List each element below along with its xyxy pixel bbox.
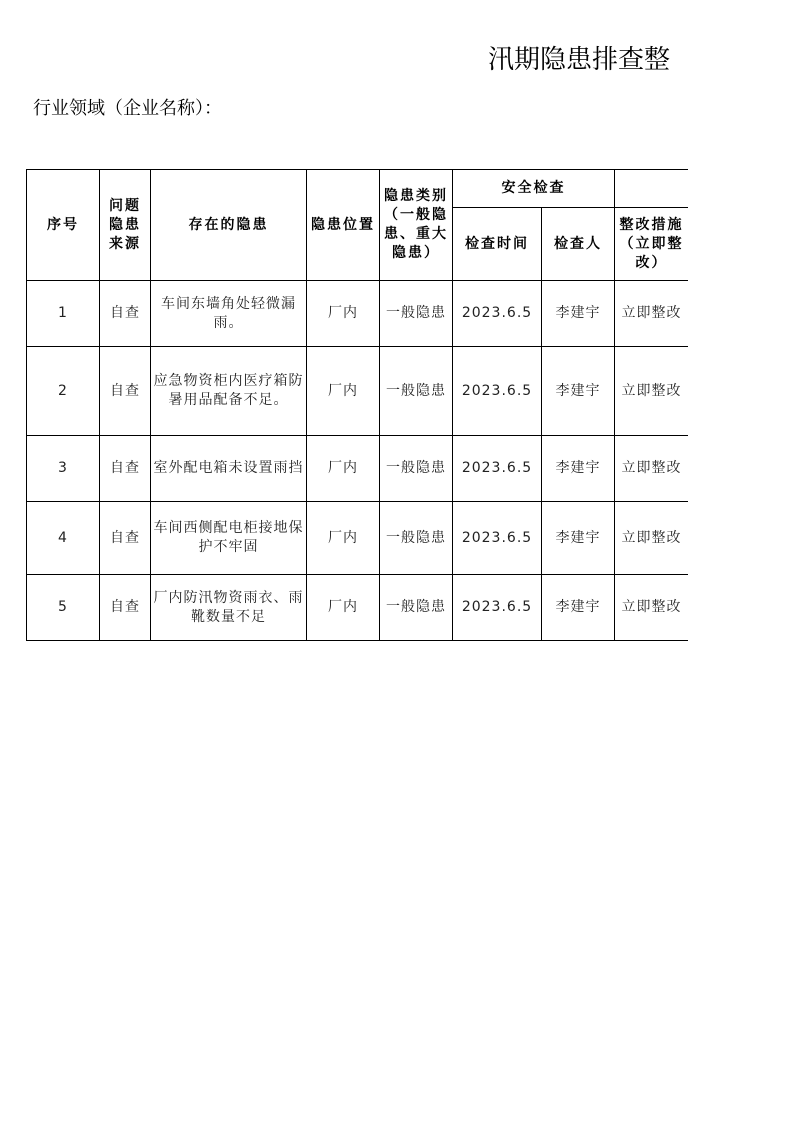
document-title: 汛期隐患排查整 <box>488 45 671 75</box>
header-safety-check: 安全检查 <box>453 170 615 208</box>
row-measure: 立即整改 <box>615 575 689 641</box>
row-source: 自查 <box>100 436 151 502</box>
row-check-time: 2023.6.5 <box>453 347 542 436</box>
row-location: 厂内 <box>307 436 380 502</box>
row-seq: 3 <box>27 436 100 502</box>
hazard-table-viewport <box>26 169 688 649</box>
row-check-time: 2023.6.5 <box>453 575 542 641</box>
row-hazard: 车间东墙角处轻微漏雨。 <box>151 281 307 347</box>
row-category: 一般隐患 <box>380 502 453 575</box>
table-row <box>27 502 689 575</box>
row-inspector: 李建宇 <box>542 281 615 347</box>
row-inspector: 李建宇 <box>542 575 615 641</box>
row-check-time: 2023.6.5 <box>453 502 542 575</box>
table-row <box>27 281 689 347</box>
row-hazard: 室外配电箱未设置雨挡 <box>151 436 307 502</box>
header-check-time: 检查时间 <box>453 208 542 281</box>
row-hazard: 车间西侧配电柜接地保护不牢固 <box>151 502 307 575</box>
header-hazard: 存在的隐患 <box>151 170 307 281</box>
row-inspector: 李建宇 <box>542 502 615 575</box>
row-source: 自查 <box>100 502 151 575</box>
header-location: 隐患位置 <box>307 170 380 281</box>
row-measure: 立即整改 <box>615 281 689 347</box>
table-row <box>27 436 689 502</box>
row-inspector: 李建宇 <box>542 436 615 502</box>
table-row <box>27 347 689 436</box>
header-category: 隐患类别（一般隐患、重大隐患） <box>380 170 453 281</box>
row-check-time: 2023.6.5 <box>453 436 542 502</box>
row-category: 一般隐患 <box>380 436 453 502</box>
row-hazard: 应急物资柜内医疗箱防暑用品配备不足。 <box>151 347 307 436</box>
row-hazard: 厂内防汛物资雨衣、雨靴数量不足 <box>151 575 307 641</box>
header-overflow-cell <box>615 170 689 208</box>
table-row <box>27 575 689 641</box>
row-source: 自查 <box>100 281 151 347</box>
row-measure: 立即整改 <box>615 502 689 575</box>
header-row-top <box>27 170 689 208</box>
row-location: 厂内 <box>307 502 380 575</box>
row-category: 一般隐患 <box>380 575 453 641</box>
row-source: 自查 <box>100 575 151 641</box>
row-check-time: 2023.6.5 <box>453 281 542 347</box>
hazard-table <box>26 169 688 641</box>
header-measure: 整改措施 （立即整改） <box>615 208 689 281</box>
row-inspector: 李建宇 <box>542 347 615 436</box>
row-location: 厂内 <box>307 347 380 436</box>
row-category: 一般隐患 <box>380 347 453 436</box>
row-measure: 立即整改 <box>615 436 689 502</box>
row-source: 自查 <box>100 347 151 436</box>
row-seq: 5 <box>27 575 100 641</box>
header-source: 问题隐患来源 <box>100 170 151 281</box>
row-seq: 1 <box>27 281 100 347</box>
row-location: 厂内 <box>307 575 380 641</box>
row-measure: 立即整改 <box>615 347 689 436</box>
row-category: 一般隐患 <box>380 281 453 347</box>
row-seq: 4 <box>27 502 100 575</box>
header-inspector: 检查人 <box>542 208 615 281</box>
row-seq: 2 <box>27 347 100 436</box>
row-location: 厂内 <box>307 281 380 347</box>
industry-field-label: 行业领域（企业名称）： <box>33 98 222 119</box>
header-seq: 序号 <box>27 170 100 281</box>
